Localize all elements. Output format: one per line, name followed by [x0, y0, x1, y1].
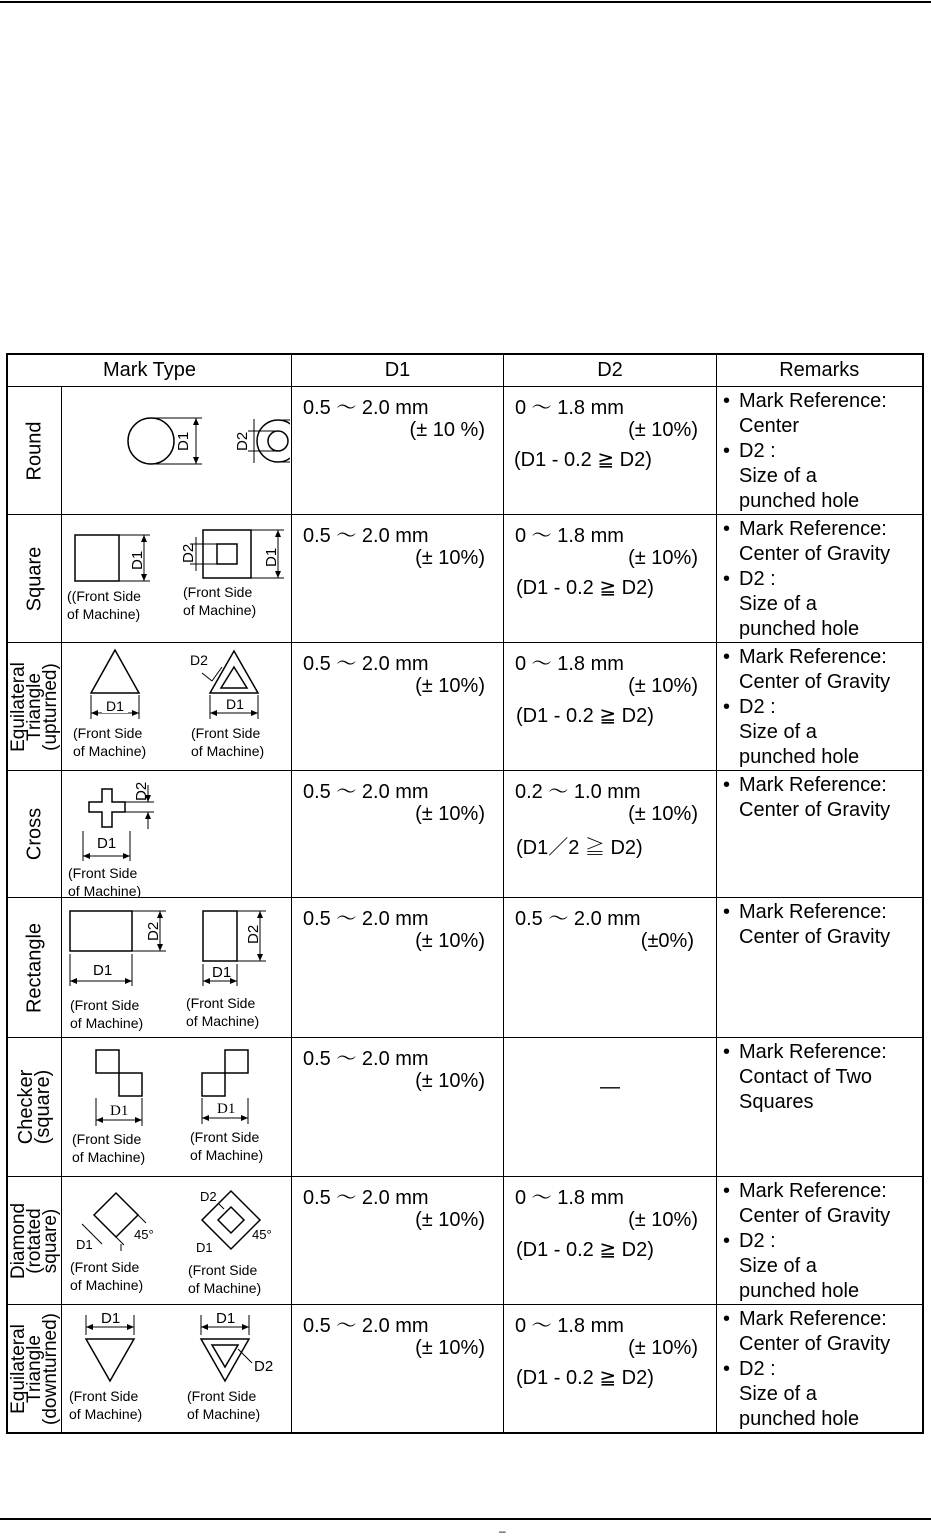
remarks: • Mark Reference: Center of Gravity • D2 : Size of a punched hole: [717, 1177, 923, 1305]
d1-range: 0.5 ～ 2.0 mm: [303, 781, 429, 803]
svg-text:D1: D1: [97, 835, 117, 852]
svg-text:45°: 45°: [252, 1227, 272, 1242]
diamond-figure: [62, 1177, 292, 1305]
round-figure: [62, 387, 292, 515]
square-figure: [62, 515, 292, 643]
d1-tolerance: (± 10%): [415, 1209, 485, 1231]
d2-range: 0.5 ～ 2.0 mm: [515, 908, 641, 930]
remarks: • Mark Reference: Contact of Two Squares: [717, 1038, 923, 1177]
header-d2: D2: [504, 354, 717, 387]
d2-tolerance: (± 10%): [628, 1209, 698, 1231]
d1-tolerance: (± 10 %): [409, 419, 485, 441]
d2-condition: (D1／2 ≧ D2): [516, 837, 643, 859]
d1-range: 0.5 ～ 2.0 mm: [303, 1048, 429, 1070]
svg-text:D1: D1: [101, 1310, 121, 1327]
svg-text:D2: D2: [254, 1358, 274, 1375]
d2-range: 0 ～ 1.8 mm: [515, 397, 624, 419]
header-rule: [0, 1, 931, 3]
d1-range: 0.5 ～ 2.0 mm: [303, 908, 429, 930]
d2-condition: (D1 - 0.2 ≧ D2): [516, 577, 654, 599]
svg-text:D1: D1: [93, 962, 113, 979]
d2-condition: (D1 - 0.2 ≧ D2): [516, 1367, 654, 1389]
svg-text:D2: D2: [200, 1189, 217, 1204]
mark-type-label: Square: [23, 546, 45, 611]
d2-range: 0 ～ 1.8 mm: [515, 653, 624, 675]
mark-type-table: [6, 353, 924, 1434]
d1-range: 0.5 ～ 2.0 mm: [303, 1315, 429, 1337]
svg-text:(Front Side: (Front Side: [70, 1259, 140, 1275]
d1-tolerance: (± 10%): [415, 930, 485, 952]
svg-text:D2: D2: [145, 921, 162, 941]
d2-tolerance: (± 10%): [628, 1337, 698, 1359]
svg-text:of Machine): of Machine): [183, 602, 257, 618]
svg-text:(Front Side: (Front Side: [188, 1262, 258, 1278]
d2-condition: (D1 - 0.2 ≧ D2): [516, 705, 654, 727]
table-row: [7, 898, 923, 1038]
svg-text:(Front Side: (Front Side: [191, 725, 261, 741]
header-remarks: Remarks: [717, 354, 923, 387]
table-header-row: [7, 354, 923, 387]
header-mark-type: Mark Type: [7, 354, 292, 387]
rectangle-figure: [62, 898, 292, 1038]
footer-rule: [0, 1518, 931, 1520]
d2-tolerance: (± 10%): [628, 675, 698, 697]
svg-text:(Front Side: (Front Side: [69, 1388, 139, 1404]
svg-text:of Machine): of Machine): [73, 743, 147, 759]
mark-type-label: Rectangle: [23, 922, 45, 1013]
mark-type-label: Checker (square): [14, 1069, 54, 1145]
svg-text:D1: D1: [196, 1240, 213, 1255]
svg-text:D1: D1: [129, 550, 146, 570]
triangle-up-figure: [62, 643, 292, 771]
svg-text:((Front Side: ((Front Side: [67, 588, 141, 604]
table-row: [7, 1038, 923, 1177]
svg-text:(Front Side: (Front Side: [190, 1129, 260, 1145]
svg-text:of Machine): of Machine): [187, 1406, 261, 1422]
d2-tolerance: (± 10%): [628, 803, 698, 825]
d2-not-applicable: —: [600, 1076, 620, 1098]
svg-text:D1: D1: [106, 698, 124, 714]
svg-text:of Machine): of Machine): [190, 1147, 264, 1163]
svg-text:D2: D2: [245, 924, 262, 944]
svg-text:of Machine): of Machine): [72, 1149, 146, 1165]
table-row: [7, 387, 923, 515]
svg-text:D2: D2: [180, 543, 197, 563]
d1-tolerance: (± 10%): [415, 547, 485, 569]
d1-range: 0.5 ～ 2.0 mm: [303, 525, 429, 547]
d1-tolerance: (± 10%): [415, 803, 485, 825]
svg-text:D2: D2: [133, 781, 150, 801]
remarks: • Mark Reference: Center of Gravity • D2 : Size of a punched hole: [717, 643, 923, 771]
cross-figure: [62, 771, 292, 898]
svg-text:of Machine): of Machine): [186, 1013, 260, 1029]
svg-text:(Front Side: (Front Side: [70, 997, 140, 1013]
d2-condition: (D1 - 0.2 ≧ D2): [514, 449, 652, 471]
remarks: • Mark Reference: Center of Gravity • D2 : Size of a punched hole: [717, 1305, 923, 1434]
svg-text:(Front Side: (Front Side: [183, 584, 253, 600]
svg-text:of Machine): of Machine): [69, 1406, 143, 1422]
d2-range: 0.2 ～ 1.0 mm: [515, 781, 641, 803]
d1-range: 0.5 ～ 2.0 mm: [303, 397, 429, 419]
svg-text:of Machine): of Machine): [70, 1015, 144, 1031]
svg-text:(Front Side: (Front Side: [73, 725, 143, 741]
fig-label: D1: [175, 431, 192, 451]
mark-type-label: Equilateral Triangle (downturned): [7, 1312, 61, 1425]
svg-text:of Machine): of Machine): [67, 606, 141, 622]
svg-text:of Machine): of Machine): [68, 883, 142, 898]
svg-text:D1: D1: [217, 1101, 236, 1117]
remarks: • Mark Reference: Center of Gravity: [717, 771, 923, 898]
svg-text:D1: D1: [212, 964, 232, 981]
svg-text:D1: D1: [216, 1310, 236, 1327]
svg-text:D1: D1: [76, 1237, 93, 1252]
svg-text:of Machine): of Machine): [188, 1280, 262, 1296]
d2-range: 0 ～ 1.8 mm: [515, 1315, 624, 1337]
mark-type-label: Cross: [23, 807, 45, 861]
d1-tolerance: (± 10%): [415, 1337, 485, 1359]
table-row: [7, 643, 923, 771]
table-row: [7, 1177, 923, 1305]
d2-range: 0 ～ 1.8 mm: [515, 525, 624, 547]
page-number: –: [499, 1524, 506, 1538]
svg-text:of Machine): of Machine): [191, 743, 265, 759]
d2-tolerance: (±0%): [640, 930, 694, 952]
triangle-down-figure: [62, 1305, 292, 1434]
d2-tolerance: (± 10%): [628, 547, 698, 569]
svg-text:D2: D2: [190, 652, 208, 668]
svg-text:45°: 45°: [134, 1227, 154, 1242]
d1-tolerance: (± 10%): [415, 1070, 485, 1092]
checker-figure: [62, 1038, 292, 1177]
svg-text:(Front Side: (Front Side: [186, 995, 256, 1011]
d2-condition: (D1 - 0.2 ≧ D2): [516, 1239, 654, 1261]
svg-text:D2: D2: [234, 431, 251, 451]
svg-text:D1: D1: [226, 696, 244, 712]
remarks: • Mark Reference: Center of Gravity • D2 : Size of a punched hole: [717, 515, 923, 643]
remarks: • Mark Reference: Center of Gravity: [717, 898, 923, 1038]
table-row: [7, 771, 923, 898]
svg-text:(Front Side: (Front Side: [68, 865, 138, 881]
d2-tolerance: (± 10%): [628, 419, 698, 441]
svg-text:(Front Side: (Front Side: [72, 1131, 142, 1147]
svg-text:D1: D1: [110, 1103, 129, 1119]
d2-range: 0 ～ 1.8 mm: [515, 1187, 624, 1209]
table-row: [7, 515, 923, 643]
header-d1: D1: [292, 354, 504, 387]
mark-type-label: Round: [23, 421, 45, 480]
table-row: [7, 1305, 923, 1434]
mark-type-label: Equilateral Triangle (upturned): [7, 661, 61, 752]
svg-text:(Front Side: (Front Side: [187, 1388, 257, 1404]
d1-tolerance: (± 10%): [415, 675, 485, 697]
remarks: • Mark Reference: Center • D2 : Size of a punched hole: [717, 387, 923, 515]
svg-text:of Machine): of Machine): [70, 1277, 144, 1293]
d1-range: 0.5 ～ 2.0 mm: [303, 653, 429, 675]
svg-text:D1: D1: [263, 547, 280, 567]
mark-type-label: Diamond (rotated square): [7, 1202, 61, 1279]
d1-range: 0.5 ～ 2.0 mm: [303, 1187, 429, 1209]
